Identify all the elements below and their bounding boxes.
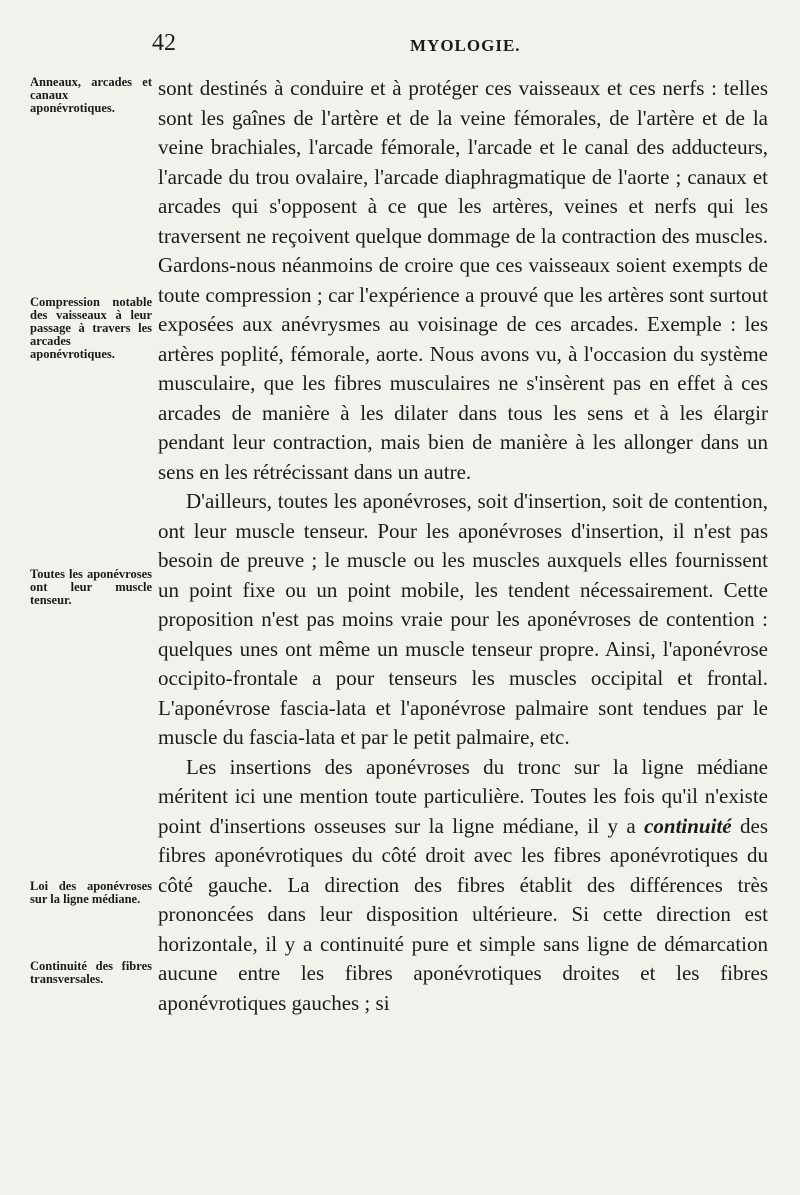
margin-note-muscle-tenseur: Toutes les aponévroses ont leur muscle tenseur. — [30, 567, 152, 607]
emphasis-continuite: continuité — [644, 813, 732, 838]
margin-note-ligne-mediane: Loi des aponévroses sur la ligne médiane. — [30, 879, 152, 906]
paragraph-3 — [158, 753, 768, 1019]
paragraph-3-part-a: Les insertions des aponévroses du tronc sur la ligne médiane méritent ici une mention toute particulière. Toutes les fois qu'il n'existe point d'insertions osseuses sur la ligne médiane, il y a — [158, 754, 768, 838]
paragraph-1: sont destinés à conduire et à protéger ces vaisseaux et ces nerfs : telles sont les gaînes de l'artère et de la veine fémorales, de l'artère et de la veine brachiales, l'arcade fémorale, l'arcade et le canal des adducteurs, l'arcade du trou ovalaire, l'arcade diaphragmatique de l'aorte ; canaux et arcades qui s'opposent à ce que les artères, veines et nerfs qui les traversent ne reçoivent quelque dommage de la contraction des muscles. Gardons-nous néanmoins de croire que ces vaisseaux soient exempts de toute compression ; car l'expérience a prouvé que les artères sont surtout exposées aux anévrysmes au voisinage de ces arcades. Exemple : les artères poplité, fémorale, aorte. Nous avons vu, à l'occasion du système musculaire, que les fibres musculaires ne s'insèrent pas en effet à ces arcades de manière à les dilater dans tous les sens et à les élargir pendant leur contraction, mais bien de manière à les allonger dans un sens en les rétrécissant dans un autre. — [158, 76, 768, 484]
margin-note-continuite: Continuité des fibres transversales. — [30, 959, 152, 986]
paragraph-3-part-b: des fibres aponévrotiques du côté droit avec les fibres aponévrotiques du côté gauche. La direction des fibres établit des différences très prononcées dans leur disposition ultérieure. Si cette direction est horizontale, il y a continuité pure et simple sans ligne de démarcation aucune entre les fibres aponévrotiques droites et les fibres aponévrotiques gauches ; si — [158, 813, 769, 1015]
running-title: MYOLOGIE. — [410, 36, 521, 55]
paragraph-2: D'ailleurs, toutes les aponévroses, soit d'insertion, soit de contention, ont leur muscle tenseur. Pour les aponévroses d'insertion, il n'est pas besoin de preuve ; le muscle ou les muscles auxquels elles fournissent un point fixe ou un point mobile, les tendent nécessairement. Cette proposition n'est pas moins vraie pour les aponévroses de contention : quelques unes ont même un muscle tenseur propre. Ainsi, l'aponévrose occipito-frontale a pour tenseurs les muscles occipital et frontal. L'aponévrose fascia-lata et l'aponévrose palmaire sont tendues par le muscle du fascia-lata et par le petit palmaire, etc. — [158, 489, 768, 749]
margin-note-anneaux: Anneaux, arcades et canaux aponévrotiques. — [30, 75, 152, 115]
body-text — [158, 74, 768, 1018]
page-number: 42 — [152, 30, 176, 56]
margin-note-compression: Compression notable des vaisseaux à leur passage à travers les arcades aponévrotiques. — [30, 295, 152, 361]
